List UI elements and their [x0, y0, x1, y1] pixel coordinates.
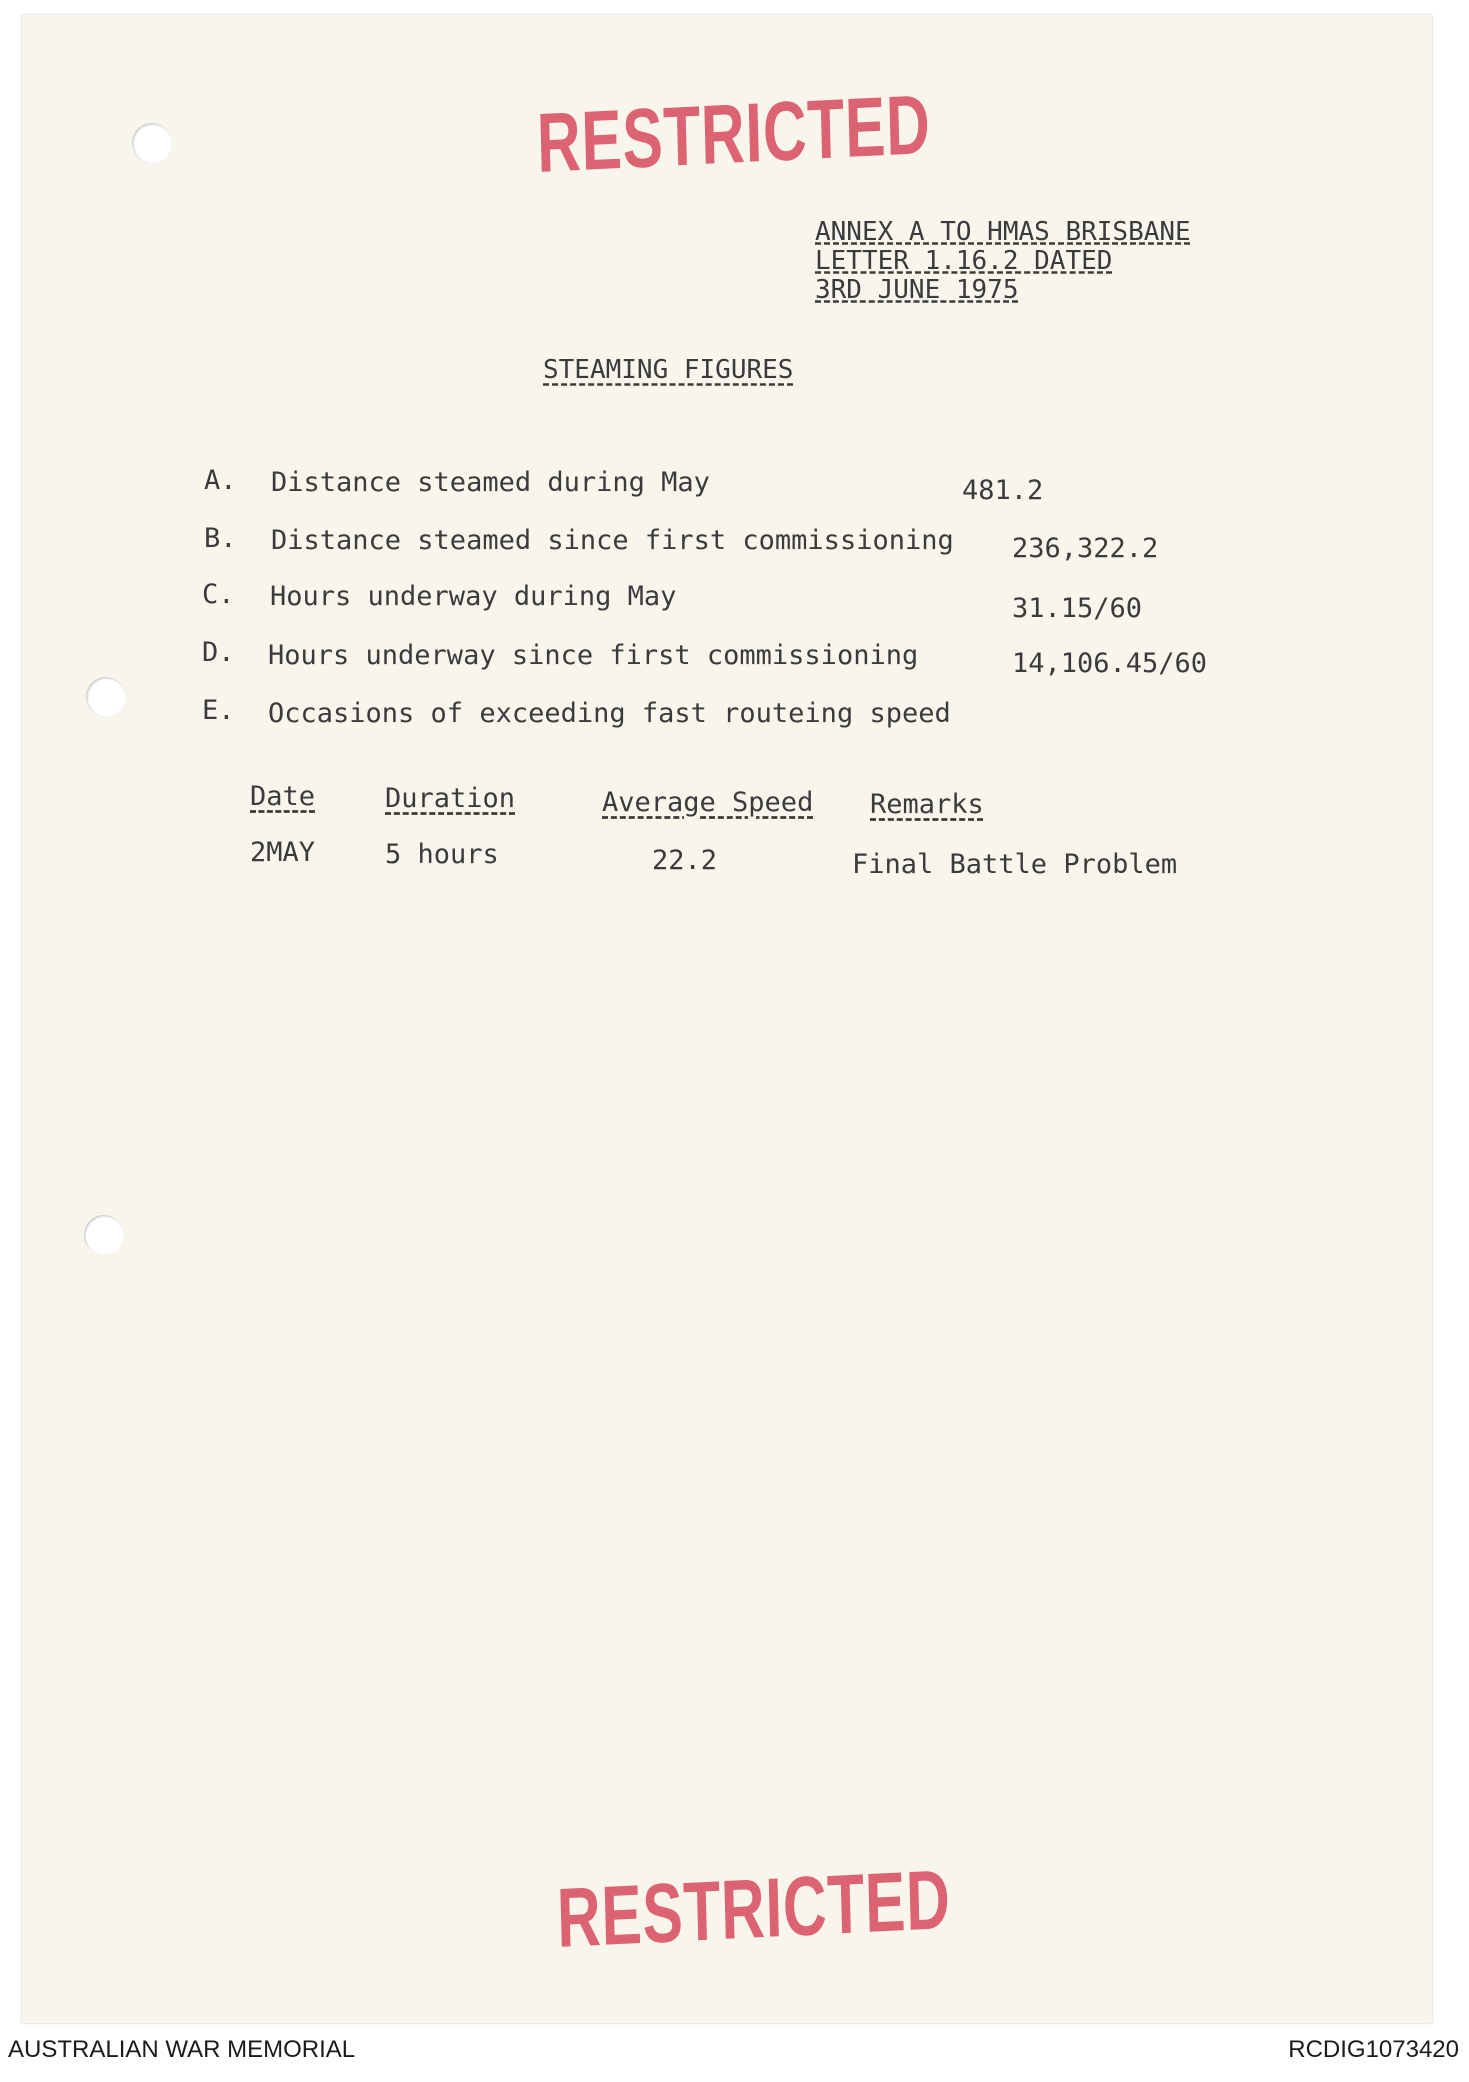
table-cell-date: 2MAY	[250, 837, 316, 868]
item-d-value: 14,106.45/60	[1012, 648, 1208, 679]
item-d-letter: D.	[202, 637, 235, 668]
table-header-average-speed: Average Speed	[602, 787, 814, 818]
reference-line-2: LETTER 1.16.2 DATED	[815, 246, 1113, 276]
table-header-duration: Duration	[385, 783, 516, 814]
reference-line-1: ANNEX A TO HMAS BRISBANE	[815, 217, 1191, 247]
table-header-remarks: Remarks	[870, 789, 984, 820]
table-cell-average-speed: 22.2	[652, 845, 718, 876]
document-page	[22, 15, 1432, 2023]
table-cell-duration: 5 hours	[385, 839, 499, 870]
punch-hole-middle	[86, 677, 126, 717]
item-c-letter: C.	[202, 579, 235, 610]
item-b-letter: B.	[204, 523, 237, 554]
item-a-letter: A.	[204, 465, 237, 496]
item-c-label: Hours underway during May	[270, 581, 677, 612]
table-cell-remarks: Final Battle Problem	[852, 849, 1178, 880]
reference-block	[815, 218, 1191, 305]
item-a-label: Distance steamed during May	[271, 467, 710, 498]
table-header-date: Date	[250, 781, 316, 812]
footer-record-id: RCDIG1073420	[1288, 2036, 1459, 2063]
punch-hole-top	[132, 123, 172, 163]
item-d-label: Hours underway since first commissioning	[268, 640, 919, 671]
reference-line-3: 3RD JUNE 1975	[815, 275, 1019, 305]
item-e-letter: E.	[202, 695, 235, 726]
restricted-stamp-bottom: RESTRICTED	[555, 1851, 952, 1965]
item-c-value: 31.15/60	[1012, 593, 1143, 624]
page-heading: STEAMING FIGURES	[543, 355, 794, 385]
item-b-value: 236,322.2	[1012, 533, 1159, 564]
item-e-label: Occasions of exceeding fast routeing speed	[268, 698, 951, 729]
item-b-label: Distance steamed since first commissioning	[271, 525, 954, 556]
item-a-value: 481.2	[962, 475, 1044, 506]
footer-archive-name: AUSTRALIAN WAR MEMORIAL	[8, 2036, 356, 2063]
punch-hole-bottom	[84, 1215, 124, 1255]
restricted-stamp-top: RESTRICTED	[535, 76, 932, 190]
